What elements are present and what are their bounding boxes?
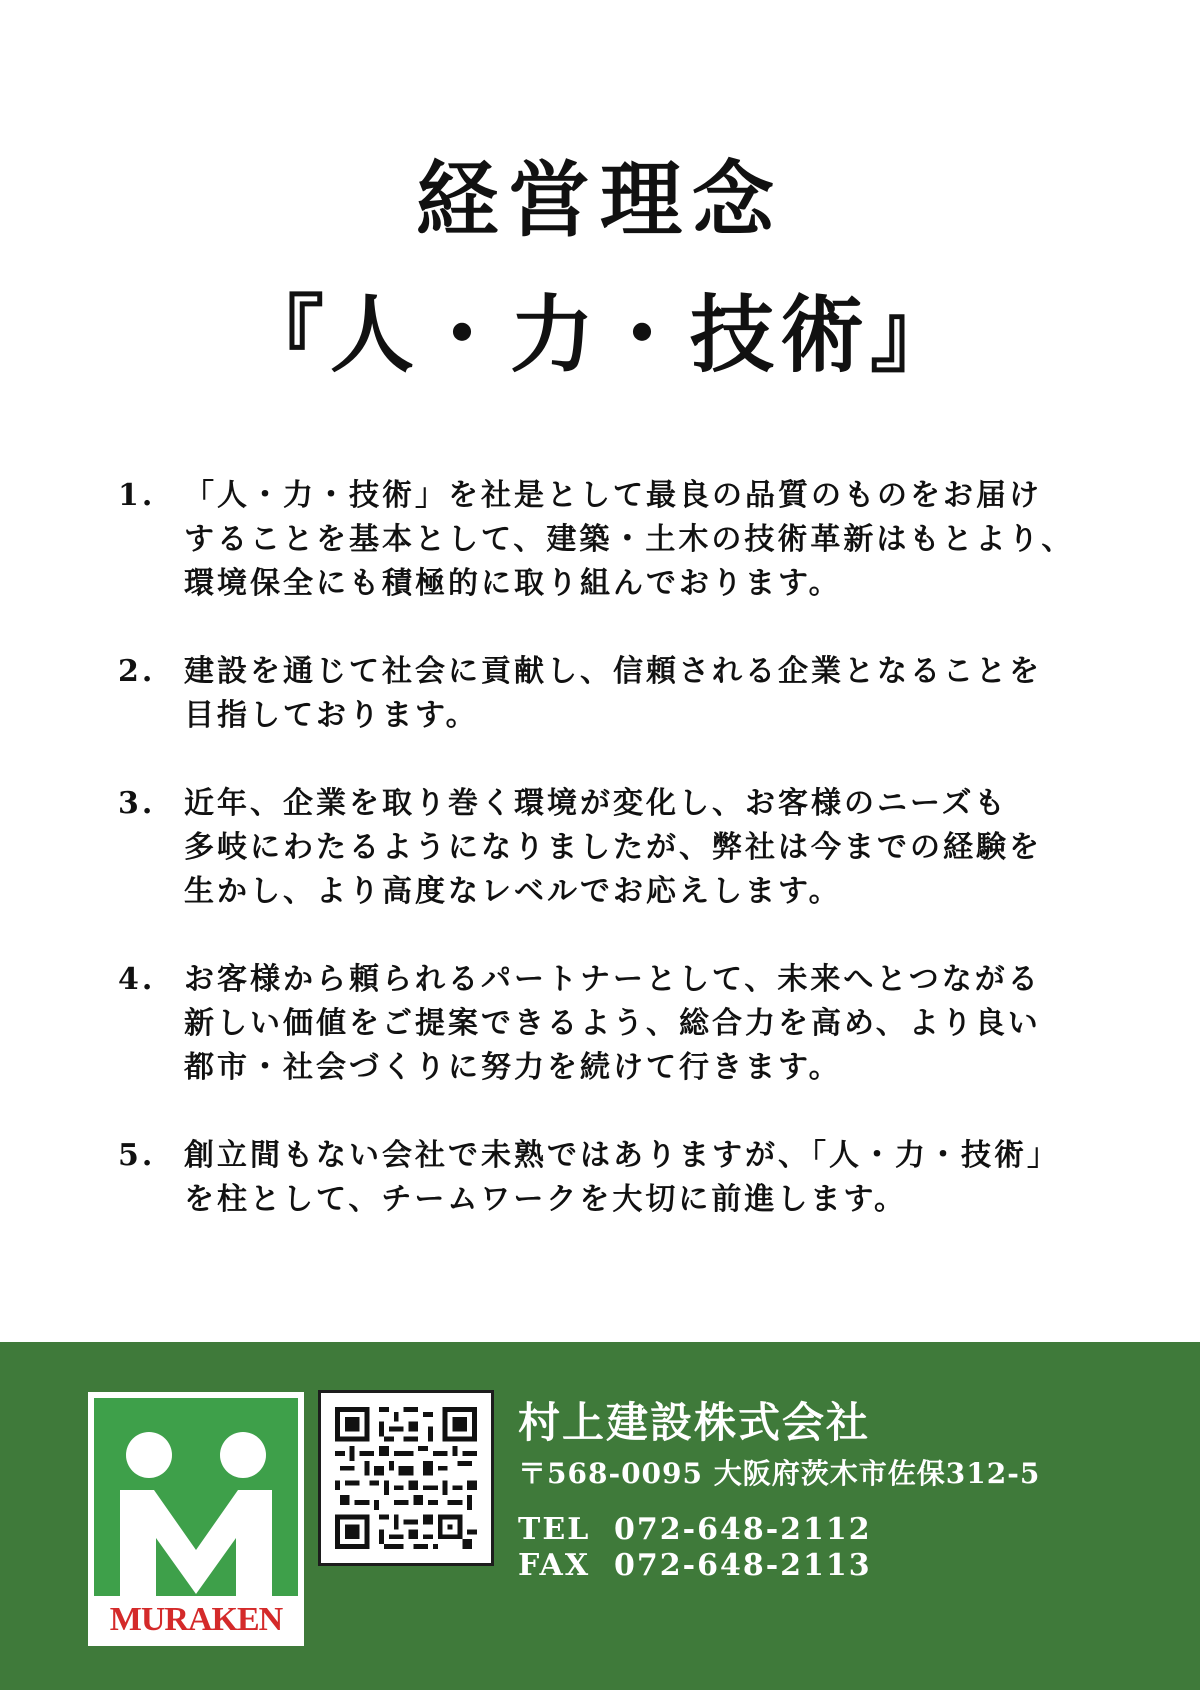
logo-dot-right (220, 1432, 266, 1478)
qr-code-icon (318, 1390, 494, 1566)
tel-label: TEL (518, 1512, 591, 1547)
principle-item-5 (118, 1134, 1098, 1222)
fax-label: FAX (518, 1548, 591, 1583)
principle-number: 3. (118, 786, 156, 821)
fax-number: 072-648-2113 (614, 1548, 872, 1583)
principle-item-4 (118, 958, 1098, 1090)
principle-text: 「人・力・技術」を社是として最良の品質のものをお届け することを基本として、建築・土木の技術革新はもとより、 環境保全にも積極的に取り組んでおります。 (184, 478, 1075, 601)
principle-number: 1. (118, 478, 156, 513)
company-info (518, 1398, 1040, 1584)
principle-text: 建設を通じて社会に貢献し、信頼される企業となることを 目指しております。 (184, 654, 1042, 733)
tel-number[interactable]: 072-648-2112 (614, 1512, 872, 1547)
principle-number: 2. (118, 654, 156, 689)
principle-item-1 (118, 474, 1098, 606)
logo-wordmark: MURAKEN (109, 1601, 283, 1638)
principle-text: お客様から頼られるパートナーとして、未来へとつながる 新しい価値をご提案できるよう、総合力を高め、より良い 都市・社会づくりに努力を続けて行きます。 (184, 962, 1041, 1085)
tel-row (518, 1512, 1040, 1548)
principle-text: 創立間もない会社で未熟ではありますが、「人・力・技術」 を柱として、チームワークを大切に前進します。 (184, 1138, 1060, 1217)
title-block (0, 150, 1200, 390)
company-address: 〒568-0095 大阪府茨木市佐保312-5 (518, 1457, 1041, 1490)
company-name: 村上建設株式会社 (518, 1398, 871, 1447)
principle-item-2 (118, 650, 1098, 738)
page-title: 経営理念 (415, 152, 784, 248)
fax-row (518, 1548, 1040, 1584)
logo-m-shape (120, 1490, 272, 1596)
contact-block (518, 1512, 1040, 1584)
muraken-logo-icon (88, 1392, 304, 1646)
principle-item-3 (118, 782, 1098, 914)
principle-text: 近年、企業を取り巻く環境が変化し、お客様のニーズも 多岐にわたるようになりましたが、弊社は今までの経験を 生かし、より高度なレベルでお応えします。 (184, 786, 1042, 909)
logo-dot-left (126, 1432, 172, 1478)
footer (0, 1342, 1200, 1690)
principles-list (118, 474, 1098, 1222)
principle-number: 4. (118, 962, 156, 997)
page-subtitle: 『人・力・技術』 (239, 285, 960, 384)
principle-number: 5. (118, 1138, 156, 1173)
logo-graphic (94, 1398, 298, 1596)
